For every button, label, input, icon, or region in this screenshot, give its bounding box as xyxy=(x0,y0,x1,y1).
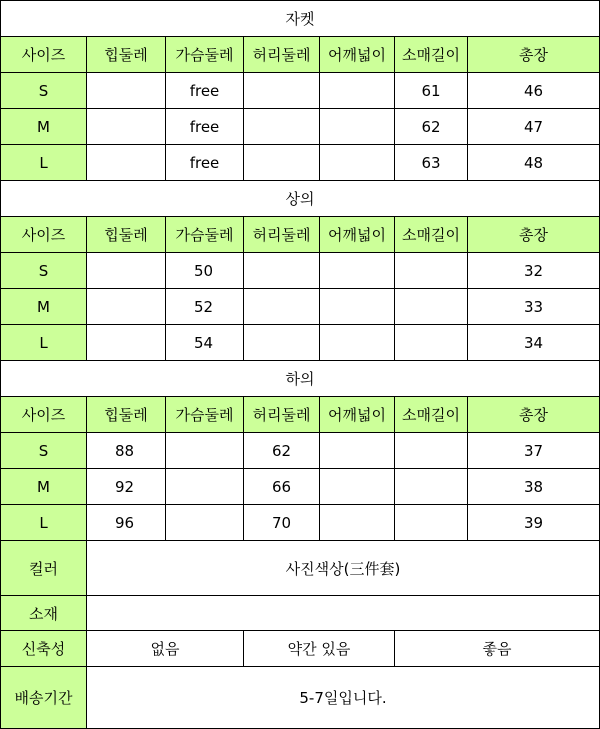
material-value xyxy=(87,596,600,631)
header-size: 사이즈 xyxy=(1,217,87,253)
size-cell: S xyxy=(1,433,87,469)
chest-cell: 52 xyxy=(166,289,244,325)
hip-cell xyxy=(87,325,166,361)
header-sleeve: 소매길이 xyxy=(395,397,468,433)
material-label: 소재 xyxy=(1,596,87,631)
size-cell: L xyxy=(1,145,87,181)
size-cell: M xyxy=(1,289,87,325)
table-row xyxy=(1,145,600,181)
shoulder-cell xyxy=(320,145,395,181)
header-length: 총장 xyxy=(468,37,600,73)
header-size: 사이즈 xyxy=(1,37,87,73)
size-cell: L xyxy=(1,325,87,361)
table-row xyxy=(1,433,600,469)
hip-cell: 88 xyxy=(87,433,166,469)
length-cell: 48 xyxy=(468,145,600,181)
hip-cell: 92 xyxy=(87,469,166,505)
shoulder-cell xyxy=(320,253,395,289)
chest-cell xyxy=(166,469,244,505)
sleeve-cell xyxy=(395,433,468,469)
waist-cell xyxy=(244,145,320,181)
size-cell: L xyxy=(1,505,87,541)
waist-cell: 62 xyxy=(244,433,320,469)
waist-cell xyxy=(244,325,320,361)
stretch-option-slight: 약간 있음 xyxy=(244,631,395,667)
sleeve-cell xyxy=(395,505,468,541)
table-row xyxy=(1,469,600,505)
sleeve-cell: 61 xyxy=(395,73,468,109)
chest-cell xyxy=(166,505,244,541)
bottom-section-title: 하의 xyxy=(1,361,600,397)
top-section-title: 상의 xyxy=(1,181,600,217)
header-chest: 가슴둘레 xyxy=(166,37,244,73)
table-row xyxy=(1,325,600,361)
sleeve-cell xyxy=(395,253,468,289)
hip-cell xyxy=(87,73,166,109)
waist-cell xyxy=(244,109,320,145)
color-label: 컬러 xyxy=(1,541,87,596)
header-hip: 힙둘레 xyxy=(87,397,166,433)
table-row xyxy=(1,73,600,109)
length-cell: 32 xyxy=(468,253,600,289)
table-row xyxy=(1,505,600,541)
header-hip: 힙둘레 xyxy=(87,217,166,253)
sleeve-cell: 63 xyxy=(395,145,468,181)
stretch-option-none: 없음 xyxy=(87,631,244,667)
length-cell: 37 xyxy=(468,433,600,469)
table-row xyxy=(1,109,600,145)
shoulder-cell xyxy=(320,289,395,325)
header-sleeve: 소매길이 xyxy=(395,217,468,253)
length-cell: 38 xyxy=(468,469,600,505)
size-cell: S xyxy=(1,73,87,109)
chest-cell: 54 xyxy=(166,325,244,361)
shoulder-cell xyxy=(320,73,395,109)
table-row xyxy=(1,253,600,289)
stretch-option-good: 좋음 xyxy=(395,631,600,667)
header-chest: 가슴둘레 xyxy=(166,397,244,433)
header-length: 총장 xyxy=(468,217,600,253)
chest-cell: free xyxy=(166,73,244,109)
header-shoulder: 어깨넓이 xyxy=(320,37,395,73)
header-waist: 허리둘레 xyxy=(244,37,320,73)
header-shoulder: 어깨넓이 xyxy=(320,217,395,253)
size-cell: S xyxy=(1,253,87,289)
header-waist: 허리둘레 xyxy=(244,397,320,433)
table-row xyxy=(1,289,600,325)
hip-cell: 96 xyxy=(87,505,166,541)
length-cell: 46 xyxy=(468,73,600,109)
hip-cell xyxy=(87,289,166,325)
waist-cell xyxy=(244,289,320,325)
header-hip: 힙둘레 xyxy=(87,37,166,73)
chest-cell: free xyxy=(166,109,244,145)
length-cell: 34 xyxy=(468,325,600,361)
hip-cell xyxy=(87,109,166,145)
hip-cell xyxy=(87,253,166,289)
waist-cell: 66 xyxy=(244,469,320,505)
chest-cell: free xyxy=(166,145,244,181)
waist-cell: 70 xyxy=(244,505,320,541)
header-waist: 허리둘레 xyxy=(244,217,320,253)
header-sleeve: 소매길이 xyxy=(395,37,468,73)
sleeve-cell xyxy=(395,469,468,505)
chest-cell: 50 xyxy=(166,253,244,289)
shoulder-cell xyxy=(320,109,395,145)
shoulder-cell xyxy=(320,325,395,361)
shipping-value: 5-7일입니다. xyxy=(87,667,600,729)
sleeve-cell: 62 xyxy=(395,109,468,145)
waist-cell xyxy=(244,253,320,289)
sleeve-cell xyxy=(395,289,468,325)
sleeve-cell xyxy=(395,325,468,361)
size-cell: M xyxy=(1,469,87,505)
jacket-section-title: 자켓 xyxy=(1,1,600,37)
stretch-label: 신축성 xyxy=(1,631,87,667)
chest-cell xyxy=(166,433,244,469)
shipping-label: 배송기간 xyxy=(1,667,87,729)
hip-cell xyxy=(87,145,166,181)
length-cell: 33 xyxy=(468,289,600,325)
length-cell: 47 xyxy=(468,109,600,145)
header-chest: 가슴둘레 xyxy=(166,217,244,253)
shoulder-cell xyxy=(320,505,395,541)
header-shoulder: 어깨넓이 xyxy=(320,397,395,433)
shoulder-cell xyxy=(320,469,395,505)
header-length: 총장 xyxy=(468,397,600,433)
size-cell: M xyxy=(1,109,87,145)
header-size: 사이즈 xyxy=(1,397,87,433)
color-value: 사진색상(三件套) xyxy=(87,541,600,596)
waist-cell xyxy=(244,73,320,109)
length-cell: 39 xyxy=(468,505,600,541)
shoulder-cell xyxy=(320,433,395,469)
